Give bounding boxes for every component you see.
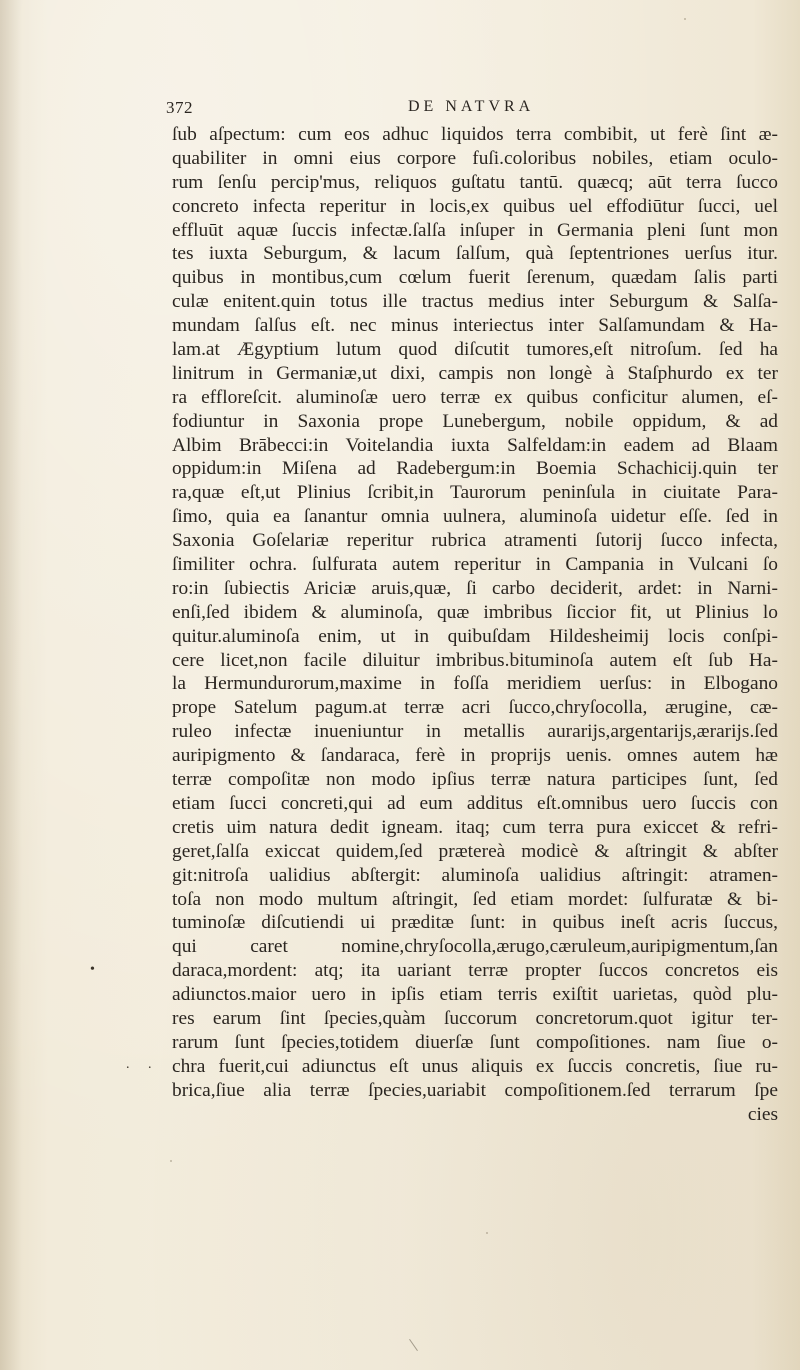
margin-dot-mark: • [90, 962, 95, 977]
text-line: tes iuxta Seburgum, & lacum ſalſum, quà ſeptentriones uerſus itur. [172, 243, 778, 265]
text-line: geret,ſalſa exiccat quidem,ſed prætereà modicè & aſtringit & abſter [172, 840, 778, 862]
text-line: adiunctos.maior uero in ipſis etiam terris exiſtit uarietas, quòd plu- [172, 984, 778, 1006]
text-line: chra fuerit,cui adiunctus eſt unus aliquis ex ſuccis concretis, ſiue ru- [172, 1055, 778, 1077]
text-line: Albim Brābecci:in Voitelandia iuxta Salfeldam:in eadem ad Blaam [172, 434, 778, 456]
text-line: enſi,ſed ibidem & aluminoſa, quæ imbribus ſiccior fit, ut Plinius lo [172, 601, 778, 623]
text-line: rum ſenſu percip'mus, reliquos guſtatu tantū. quæcq; aūt terra ſucco [172, 171, 778, 193]
text-line: concreto infecta reperitur in locis,ex quibus uel effodiūtur ſucci, uel [172, 195, 778, 217]
text-line: git:nitroſa ualidius abſtergit: aluminoſa ualidius aſtringit: atramen- [172, 864, 778, 886]
margin-dot-mark: . [148, 1057, 152, 1072]
text-line: ſub aſpectum: cum eos adhuc liquidos terra combibit, ut ferè ſint æ- [172, 124, 778, 145]
text-line: ra,quæ eſt,ut Plinius ſcribit,in Taurorum peninſula in ciuitate Para- [172, 482, 778, 504]
text-line: quabiliter in omni eius corpore fuſi.coloribus nobiles, etiam oculo- [172, 147, 778, 169]
text-line: oppidum:in Miſena ad Radebergum:in Boemia Schachicij.quin ter [172, 458, 778, 480]
text-line: linitrum in Germaniæ,ut dixi, campis non longè à Staſphurdo ex ter [172, 362, 778, 384]
text-line: prope Satelum pagum.at terræ acri ſucco,chryſocolla, ærugine, cæ- [172, 697, 778, 719]
text-line: terræ compoſitæ non modo ipſius terræ natura participes ſunt, ſed [172, 769, 778, 791]
text-line: ſimo, quia ea ſanantur omnia uulnera, aluminoſa uidetur eſſe. ſed in [172, 506, 778, 528]
paper-speck [486, 1232, 488, 1234]
text-line: fodiuntur in Saxonia prope Lunebergum, nobile oppidum, & ad [172, 410, 778, 432]
margin-dot-mark: . [126, 1057, 130, 1072]
text-line: ruleo infectæ inueniuntur in metallis aurarijs,argentarijs,ærarijs.ſed [172, 721, 778, 743]
text-line: lam.at Ægyptium lutum quod diſcutit tumores,eſt nitroſum. ſed ha [172, 339, 778, 361]
text-line: mundam ſalſus eſt. nec minus interiectus inter Salſamundam & Ha- [172, 315, 778, 337]
text-line: rarum ſunt ſpecies,totidem diuerſæ ſunt compoſitiones. nam ſiue o- [172, 1031, 778, 1053]
running-title: DE NATVRA [408, 98, 535, 115]
text-line: effluūt aquæ ſuccis infectæ.ſalſa inſuper in Germania pleni ſunt mon [172, 219, 778, 241]
text-line: daraca,mordent: atq; ita uariant terræ propter ſuccos concretos eis [172, 960, 778, 982]
text-line: cretis uim natura dedit igneam. itaq; cum terra pura exiccet & refri- [172, 816, 778, 838]
catchword: cies [747, 1103, 778, 1125]
text-line: quitur.aluminoſa enim, ut in quibuſdam Hildesheimij locis conſpi- [172, 625, 778, 647]
text-line: brica,ſiue alia terræ ſpecies,uariabit compoſitionem.ſed terrarum ſpe [172, 1079, 778, 1101]
text-line: ſimiliter ochra. ſulfurata autem reperitur in Campania in Vulcani ſo [172, 554, 778, 576]
body-text [172, 123, 778, 1126]
paper-speck [170, 1160, 172, 1162]
text-line: quibus in montibus,cum cœlum fuerit ſerenum, quædam ſalis parti [172, 267, 778, 289]
text-line: etiam ſucci concreti,qui ad eum additus eſt.omnibus uero ſuccis con [172, 792, 778, 814]
text-line: tuminoſæ diſcutiendi ui præditæ ſunt: in quibus ineſt acris ſuccus, [172, 912, 778, 934]
paper-speck [684, 18, 686, 20]
text-line: Saxonia Goſelariæ reperitur rubrica atramenti ſutorij ſucco infecta, [172, 530, 778, 552]
text-line: la Hermundurorum,maxime in foſſa meridiem uerſus: in Elbogano [172, 673, 778, 695]
text-line: cere licet,non facile diluitur imbribus.bituminoſa autem eſt ſub Ha- [172, 649, 778, 671]
text-line: auripigmento & ſandaraca, ferè in proprijs uenis. omnes autem hæ [172, 745, 778, 767]
text-line: ra effloreſcit. aluminoſæ uero terræ ex quibus conficitur alumen, eſ- [172, 386, 778, 408]
text-line: culæ enitent.quin totus ille tractus medius inter Seburgum & Salſa- [172, 291, 778, 313]
text-line: toſa non modo multum aſtringit, ſed etiam mordet: ſulfuratæ & bi- [172, 888, 778, 910]
text-line: qui caret nomine,chryſocolla,ærugo,cæruleum,auripigmentum,ſan [172, 936, 778, 958]
text-line: res earum ſint ſpecies,quàm ſuccorum concretorum.quot igitur ter- [172, 1007, 778, 1029]
running-head [166, 98, 566, 124]
text-line: ro:in ſubiectis Ariciæ aruis,quæ, ſi carbo deciderit, ardet: in Narni- [172, 577, 778, 599]
paper-scratch [409, 1339, 418, 1351]
gutter-shadow [0, 0, 22, 1370]
page-number: 372 [166, 98, 193, 117]
